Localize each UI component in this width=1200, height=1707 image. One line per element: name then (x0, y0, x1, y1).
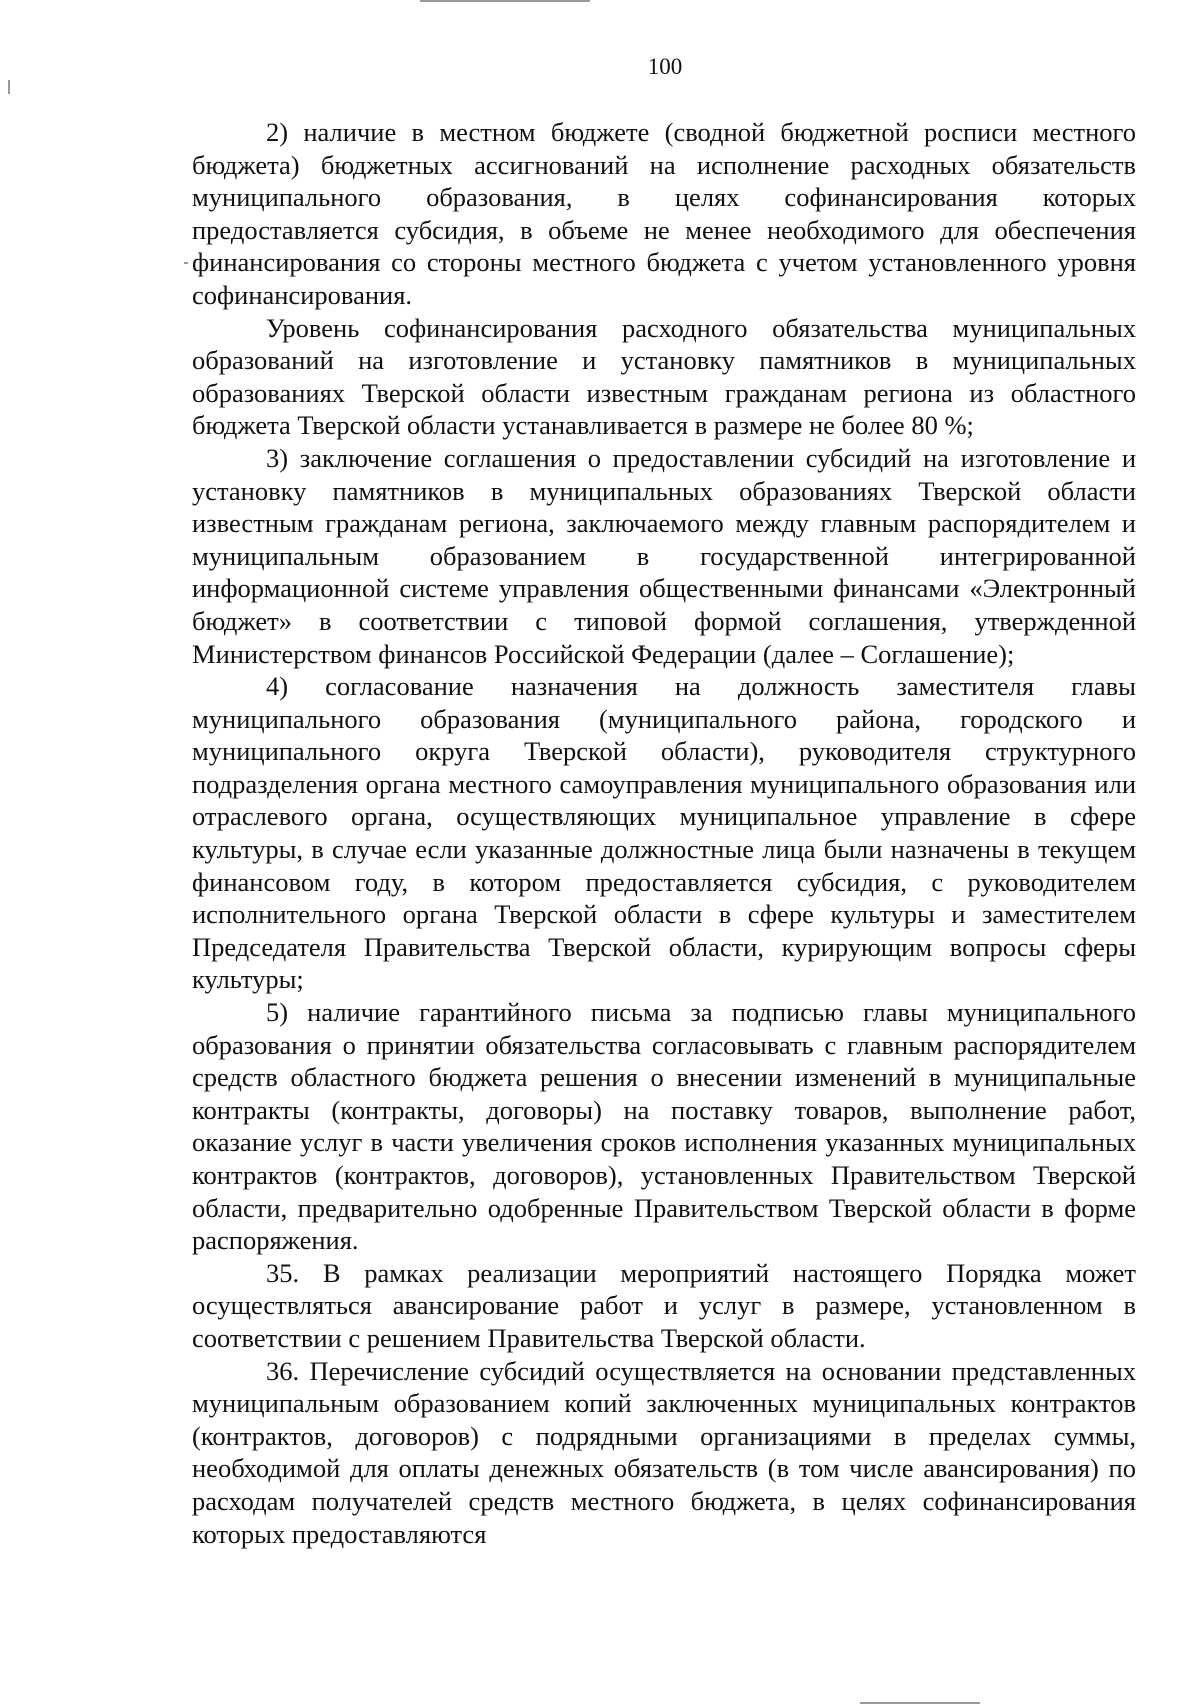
paragraph-36-subsidy-transfer: 36. Перечисление субсидий осуществляется на основании представленных муниципальным образованием копий заключенных муниципальных контрактов (контрактов, договоров) с подрядными организациями в пределах суммы, необходимой для оплаты денежных обязательств (в том числе авансирования) по расходам получателей средств местного бюджета, в целях софинансирования которых предоставляются (192, 1355, 1136, 1549)
paragraph-item-5-guarantee-letter: 5) наличие гарантийного письма за подписью главы муниципального образования о принятии обязательства согласовывать с главным распорядителем средств областного бюджета решения о внесении изменений в муниципальные контракты (контракты, договоры) на поставку товаров, выполнение работ, оказание услуг в части увеличения сроков исполнения указанных муниципальных контрактов (контрактов, договоров), установленных Правительством Тверской области, предварительно одобренные Правительством Тверской области в форме распоряжения. (192, 997, 1136, 1256)
scan-artifact-left-1 (8, 80, 10, 94)
paragraph-35-advance-payment: 35. В рамках реализации мероприятий настоящего Порядка может осуществляться авансирование работ и услуг в размере, установленном в соответствии с решением Правительства Тверской области. (192, 1257, 1136, 1353)
document-body (192, 116, 1136, 1550)
paragraph-item-2-budget-allocations: 2) наличие в местном бюджете (сводной бюджетной росписи местного бюджета) бюджетных ассигнований на исполнение расходных обязательств муниципального образования, в целях софинансирования которых предоставляется субсидия, в объеме не менее необходимого для обеспечения финансирования со стороны местного бюджета с учетом установленного уровня софинансирования. (192, 117, 1136, 310)
paragraph-item-3-agreement: 3) заключение соглашения о предоставлении субсидий на изготовление и установку памятников в муниципальных образованиях Тверской области известным гражданам региона, заключаемого между главным распорядителем и муниципальным образованием в государственной интегрированной информационной системе управления общественными финансами «Электронный бюджет» в соответствии с типовой формой соглашения, утвержденной Министерством финансов Российской Федерации (далее – Соглашение); (192, 442, 1136, 669)
paragraph-cofinancing-level: Уровень софинансирования расходного обязательства муниципальных образований на изготовление и установку памятников в муниципальных образованиях Тверской области известным гражданам региона из областного бюджета Тверской области устанавливается в размере не более 80 %; (192, 312, 1136, 441)
scan-artifact-bottom (860, 1702, 980, 1704)
page-number: 100 (647, 54, 683, 79)
paragraph-item-4-appointment-approval: 4) согласование назначения на должность заместителя главы муниципального образования (муниципального района, городского и муниципального округа Тверской области), руководителя структурного подразделения органа местного самоуправления муниципального образования или отраслевого органа, осуществляющих муниципальное управление в сфере культуры, в случае если указанные должностные лица были назначены в текущем финансовом году, в котором предоставляется субсидия, с руководителем исполнительного органа Тверской области в сфере культуры и заместителем Председателя Правительства Тверской области, курирующим вопросы сферы культуры; (192, 671, 1136, 995)
scan-artifact-left-2 (184, 262, 188, 264)
scan-artifact-top (420, 0, 590, 2)
